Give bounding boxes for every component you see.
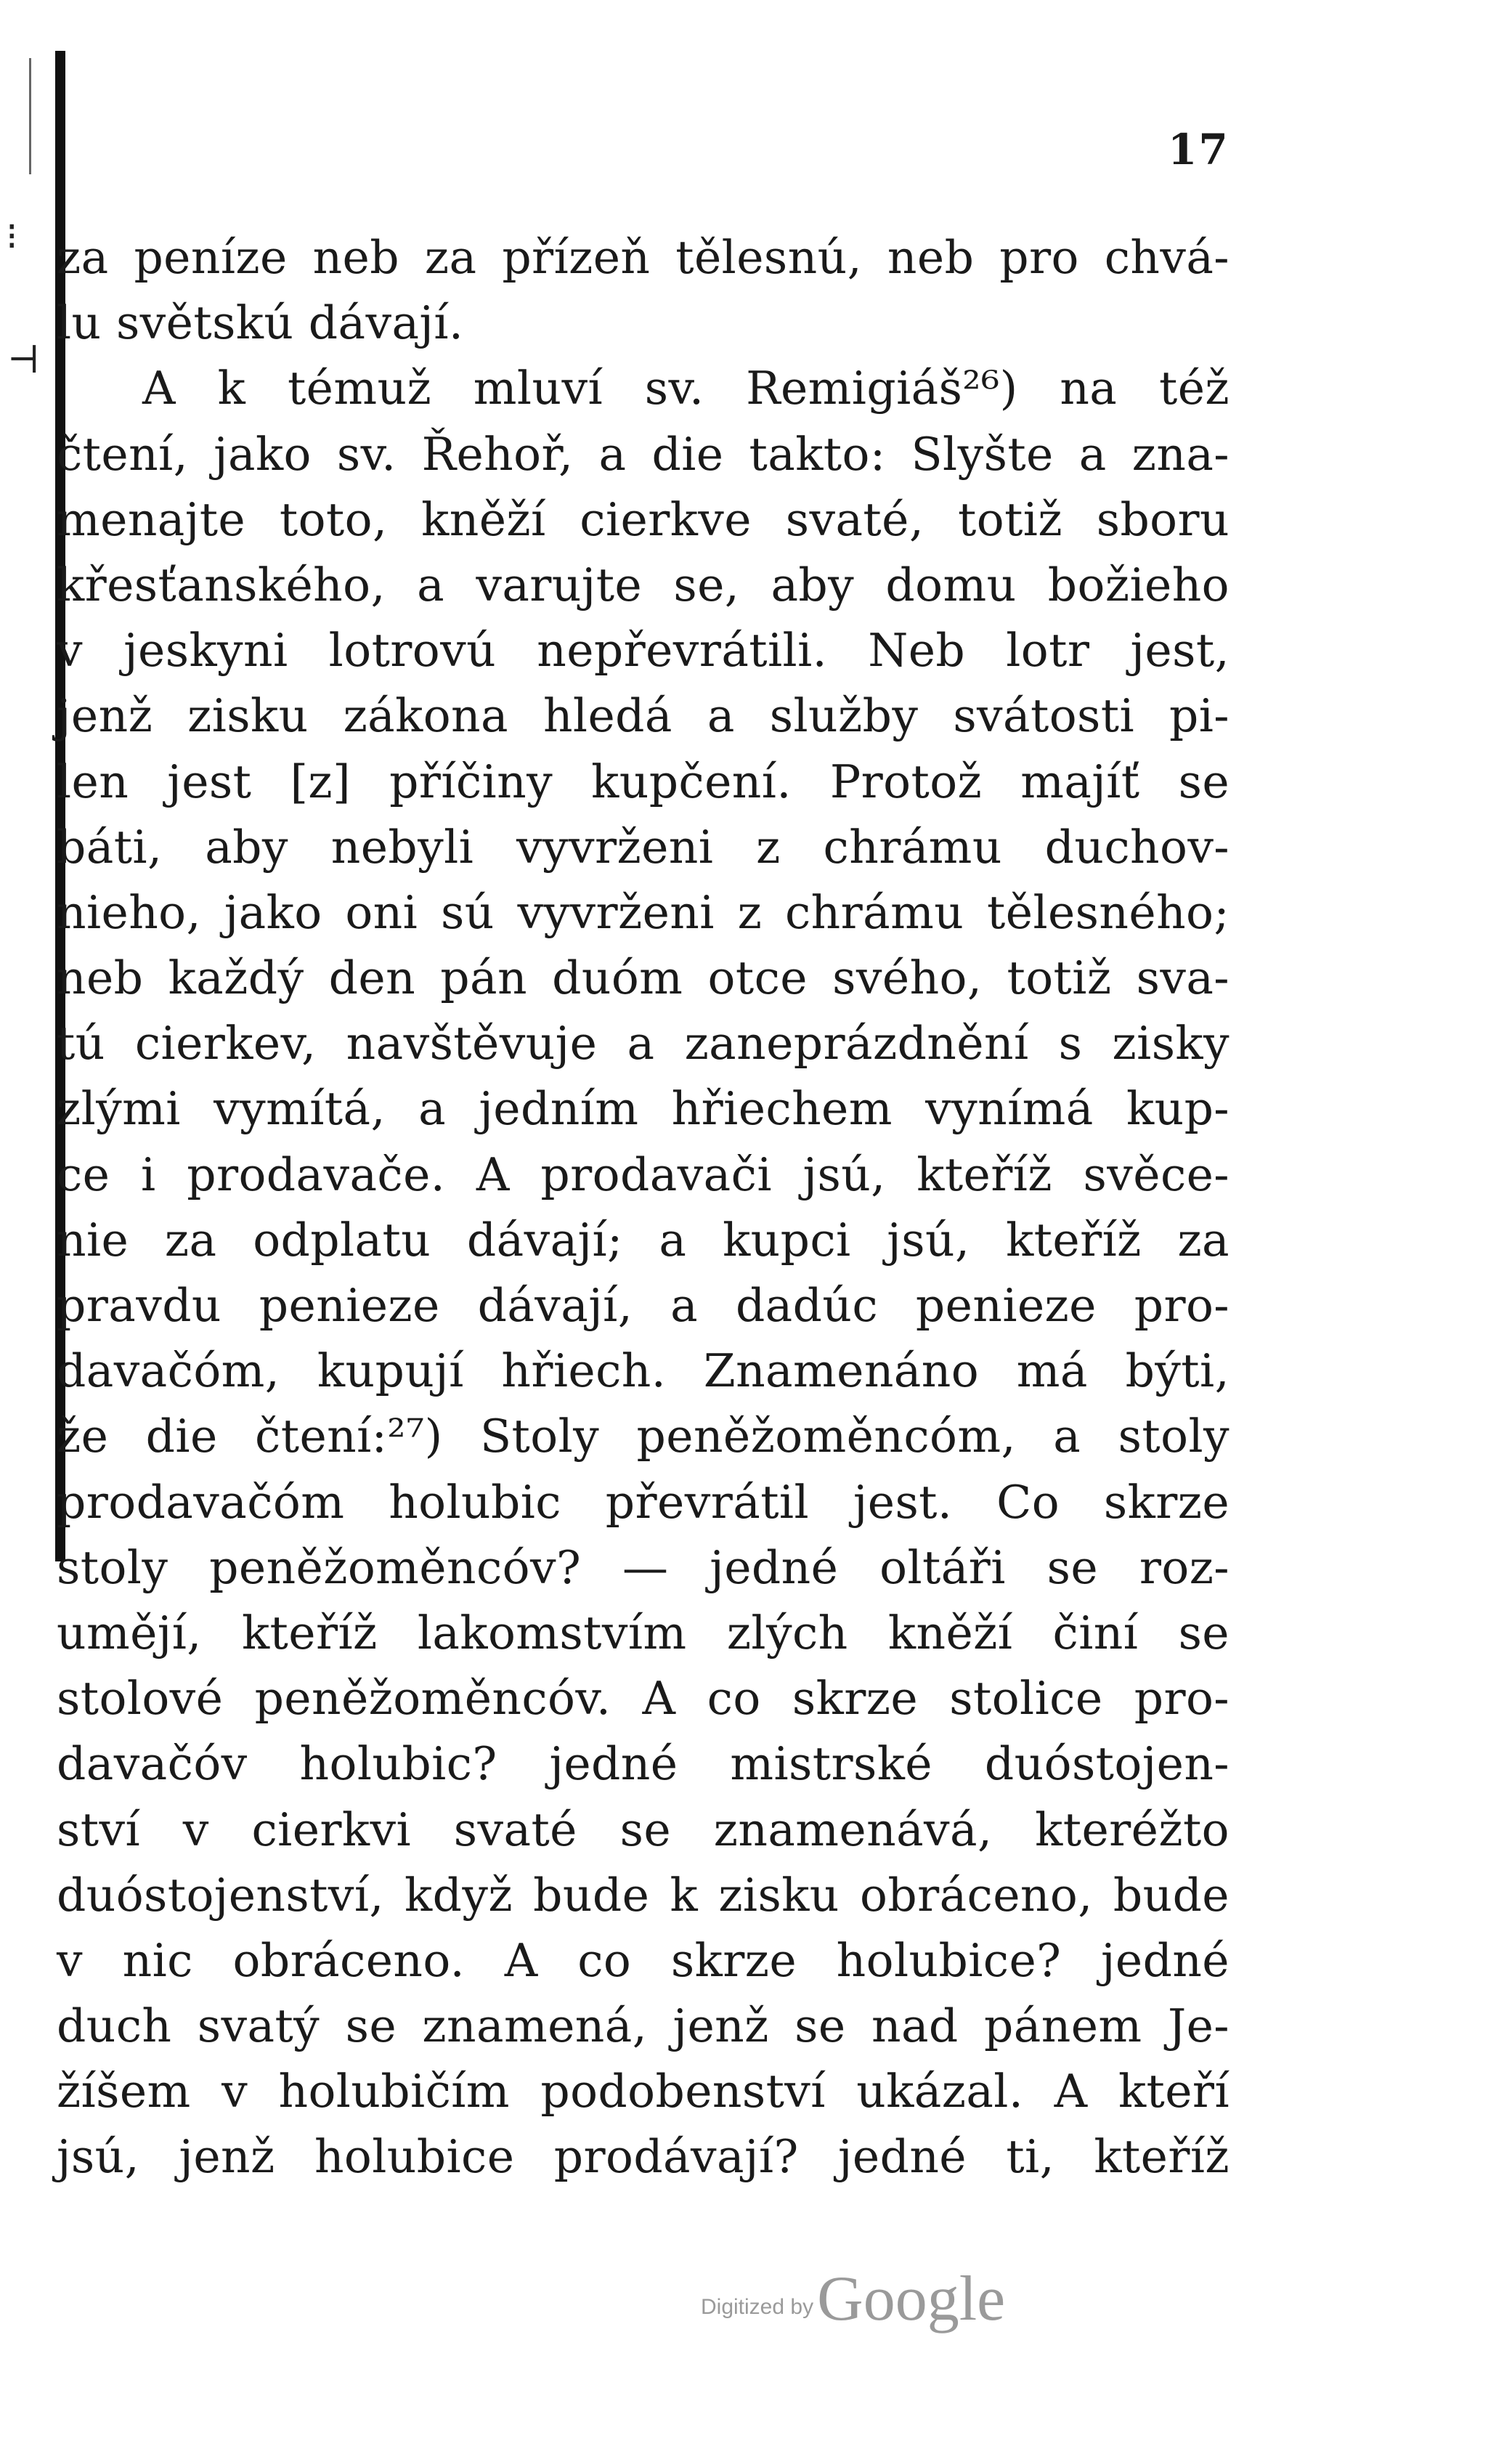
- text-line: ce i prodavače. A prodavači jsú, kteříž svěce-: [57, 1147, 1229, 1201]
- text-line: ství v cierkvi svaté se znamenává, kteréžto: [57, 1803, 1229, 1856]
- text-line: nieho, jako oni sú vyvrženi z chrámu tělesného;: [57, 885, 1229, 939]
- text-line: neb každý den pán duóm otce svého, totiž sva-: [57, 951, 1229, 1005]
- text-line: len jest [z] příčiny kupčení. Protož majíť se: [57, 755, 1229, 808]
- margin-mark: ⁝: [6, 215, 18, 259]
- text-line: tú cierkev, navštěvuje a zaneprázdnění s zisky: [57, 1017, 1229, 1070]
- body-text: [57, 225, 1229, 2190]
- text-line: stolové peněžoměncóv. A co skrze stolice pro-: [57, 1672, 1229, 1726]
- text-line: duch svatý se znamená, jenž se nad pánem Je-: [57, 1999, 1229, 2053]
- text-line: v nic obráceno. A co skrze holubice? jedné: [57, 1933, 1229, 1987]
- text-line: lu světskú dávají.: [57, 296, 464, 350]
- text-line: křesťanského, a varujte se, aby domu božieho: [57, 558, 1229, 612]
- text-line: báti, aby nebyli vyvrženi z chrámu duchov-: [57, 820, 1229, 874]
- text-line: za peníze neb za přízeň tělesnú, neb pro chvá-: [57, 231, 1229, 284]
- google-logo: Google: [817, 2264, 1006, 2334]
- margin-mark: ⊣: [7, 338, 40, 382]
- text-line: jenž zisku zákona hledá a služby svátosti pi-: [57, 689, 1229, 743]
- text-line: pravdu penieze dávají, a dadúc penieze pro-: [57, 1279, 1229, 1332]
- text-line: stoly peněžoměncóv? — jedné oltáři se roz-: [57, 1540, 1229, 1594]
- text-line: umějí, kteříž lakomstvím zlých kněží činí se: [57, 1606, 1229, 1659]
- text-line: davačóv holubic? jedné mistrské duóstojen-: [57, 1737, 1229, 1791]
- text-line: zlými vymítá, a jedním hřiechem vynímá kup-: [57, 1082, 1229, 1136]
- page-number: 17: [1168, 125, 1229, 174]
- text-line: duóstojenství, když bude k zisku obráceno, bude: [57, 1868, 1229, 1922]
- text-line: menajte toto, kněží cierkve svaté, totiž sboru: [57, 492, 1229, 546]
- digitized-watermark: [701, 2262, 1005, 2336]
- text-line: v jeskyni lotrovú nepřevrátili. Neb lotr jest,: [57, 624, 1229, 678]
- text-line: prodavačóm holubic převrátil jest. Co skrze: [57, 1475, 1229, 1529]
- text-line: davačóm, kupují hřiech. Znamenáno má býti,: [57, 1344, 1229, 1398]
- text-line: A k témuž mluví sv. Remigiáš²⁶) na též: [142, 362, 1229, 415]
- text-line: žíšem v holubičím podobenství ukázal. A kteří: [57, 2065, 1229, 2118]
- binding-thin-line: [29, 58, 31, 174]
- watermark-prefix: Digitized by: [701, 2295, 814, 2319]
- text-line: že die čtení:²⁷) Stoly peněžoměncóm, a stoly: [57, 1410, 1229, 1463]
- text-line: nie za odplatu dávají; a kupci jsú, kteříž za: [57, 1213, 1229, 1267]
- text-line: jsú, jenž holubice prodávají? jedné ti, kteříž: [57, 2130, 1229, 2184]
- text-line: čtení, jako sv. Řehoř, a die takto: Slyšte a zna-: [57, 427, 1229, 481]
